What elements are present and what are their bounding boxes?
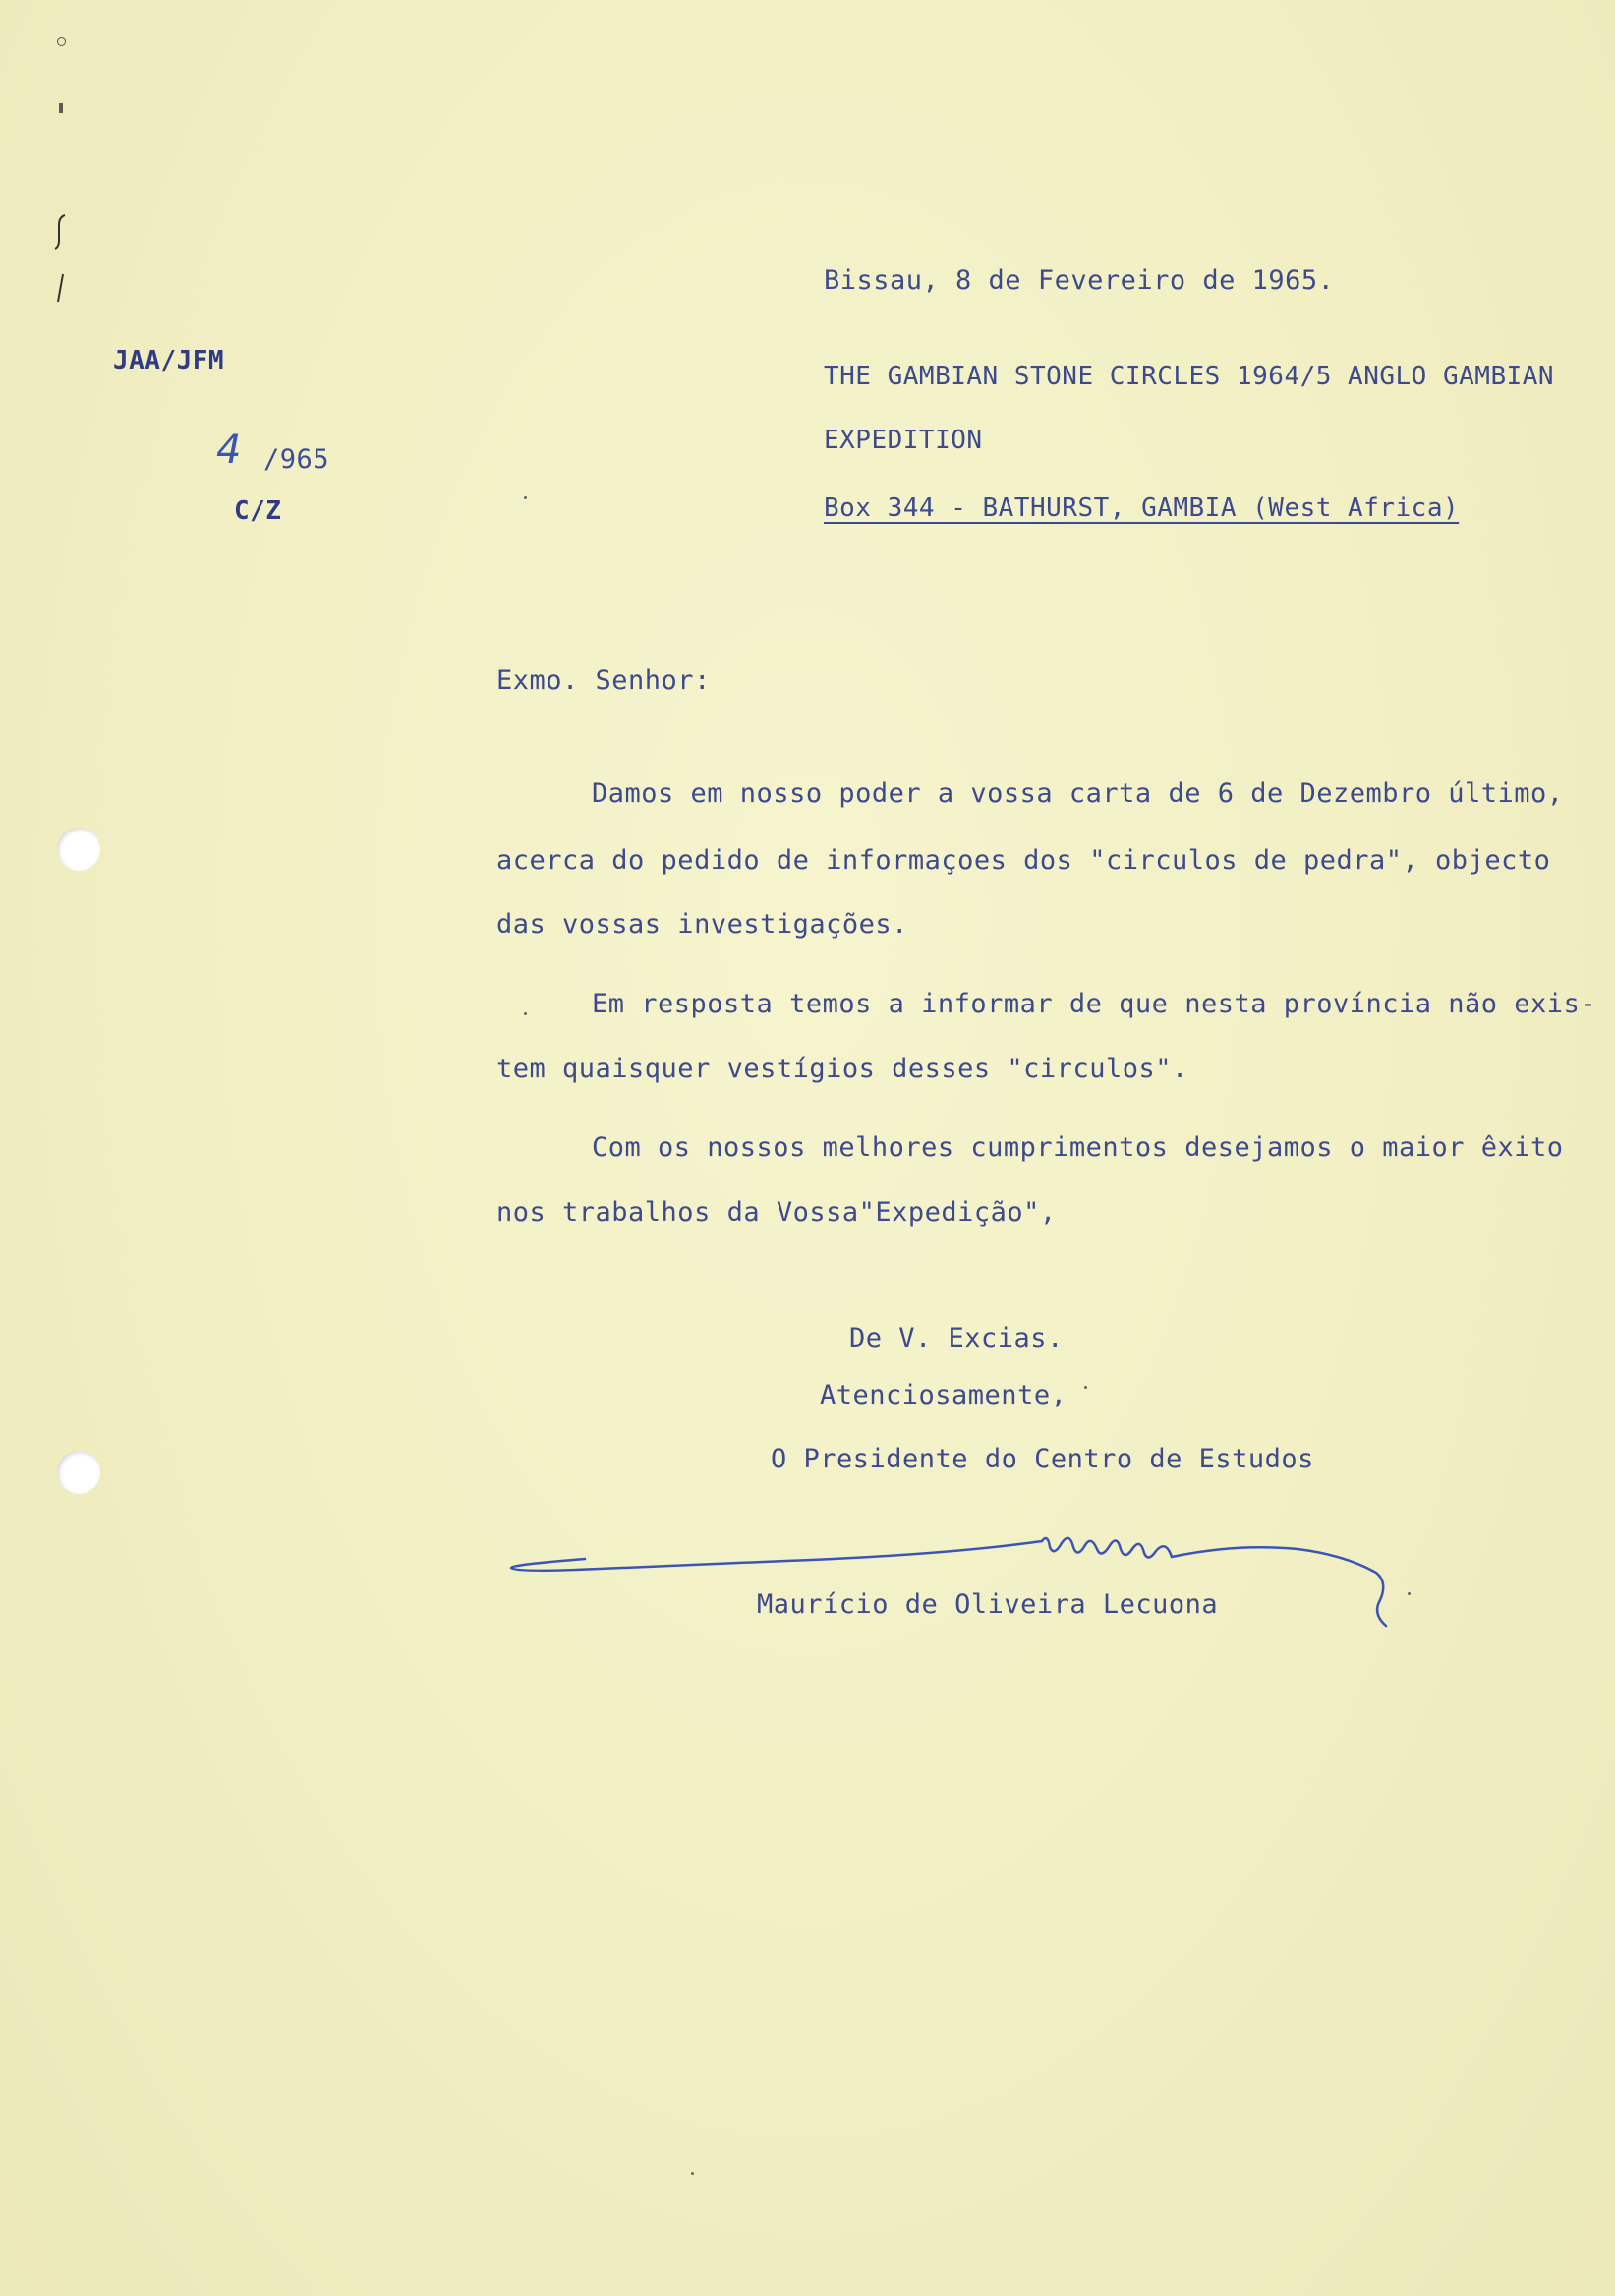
paper-speck bbox=[524, 1012, 527, 1015]
punch-hole-bottom bbox=[57, 1451, 100, 1494]
body-p1-line1: Damos em nosso poder a vossa carta de 6 de Dezembro último, bbox=[592, 778, 1564, 809]
signatory-name: Maurício de Oliveira Lecuona bbox=[757, 1589, 1219, 1620]
body-p3-line1: Com os nossos melhores cumprimentos desejamos o maior êxito bbox=[592, 1132, 1564, 1163]
addressee-line-1: THE GAMBIAN STONE CIRCLES 1964/5 ANGLO GAMBIAN bbox=[824, 362, 1555, 391]
margin-bracket-mark bbox=[49, 211, 79, 310]
punch-hole-top bbox=[57, 828, 100, 871]
paper-speck bbox=[1408, 1592, 1411, 1595]
paper-speck bbox=[1084, 1386, 1087, 1389]
body-p2-line2: tem quaisquer vestígios desses "circulos". bbox=[496, 1054, 1188, 1084]
closing-line-2: Atenciosamente, bbox=[820, 1380, 1067, 1410]
margin-tick-mark bbox=[59, 103, 63, 113]
closing-line-3: O Presidente do Centro de Estudos bbox=[771, 1444, 1314, 1474]
addressee-line-2: EXPEDITION bbox=[824, 426, 983, 455]
body-p1-line3: das vossas investigações. bbox=[496, 909, 908, 940]
paper-speck bbox=[524, 496, 527, 499]
reference-code: JAA/JFM bbox=[113, 346, 225, 375]
paper-speck bbox=[691, 2172, 694, 2175]
addressee-line-3: Box 344 - BATHURST, GAMBIA (West Africa) bbox=[824, 493, 1460, 523]
reference-handwritten-number: 4 bbox=[216, 428, 242, 473]
closing-line-1: De V. Excias. bbox=[849, 1323, 1064, 1353]
date-line: Bissau, 8 de Fevereiro de 1965. bbox=[824, 265, 1335, 296]
reference-year: /965 bbox=[263, 444, 330, 475]
reference-filing: C/Z bbox=[234, 496, 282, 526]
body-p2-line1: Em resposta temos a informar de que nesta província não exis- bbox=[592, 989, 1597, 1019]
margin-dot-mark bbox=[57, 37, 66, 46]
body-p1-line2: acerca do pedido de informaçoes dos "circulos de pedra", objecto bbox=[496, 845, 1551, 876]
salutation: Exmo. Senhor: bbox=[496, 665, 711, 696]
body-p3-line2: nos trabalhos da Vossa"Expedição", bbox=[496, 1197, 1057, 1228]
